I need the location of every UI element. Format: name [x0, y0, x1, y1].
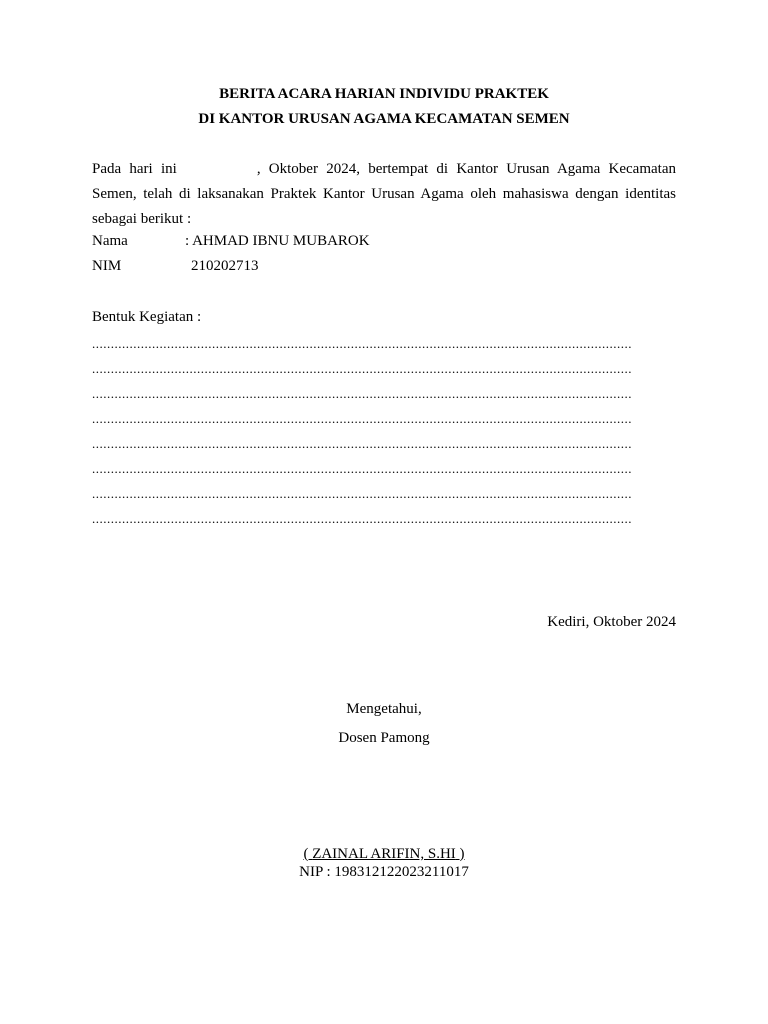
- activity-line: ................................................................................................................................................: [92, 361, 632, 376]
- name-field: [92, 233, 370, 250]
- signer-name-line: [0, 846, 768, 863]
- nim-label: NIM: [92, 258, 122, 274]
- name-label: Nama: [92, 233, 128, 249]
- document-title-line1: BERITA ACARA HARIAN INDIVIDU PRAKTEK: [219, 86, 549, 102]
- activity-line: ................................................................................................................................................: [92, 486, 632, 501]
- signer-open-paren: (: [303, 846, 313, 862]
- activity-line: ................................................................................................................................................: [92, 461, 632, 476]
- acknowledged-label: Mengetahui,: [346, 701, 422, 717]
- nim-field: [92, 258, 259, 275]
- intro-line-1: [92, 157, 676, 182]
- activity-line: ................................................................................................................................................: [92, 411, 632, 426]
- activity-label: Bentuk Kegiatan :: [92, 309, 202, 325]
- signer-role: Dosen Pamong: [338, 730, 430, 746]
- activity-line: ................................................................................................................................................: [92, 386, 632, 401]
- document-title-line2: DI KANTOR URUSAN AGAMA KECAMATAN SEMEN: [198, 111, 570, 127]
- place-date: Kediri, Oktober 2024: [547, 614, 676, 630]
- intro-line-3: sebagai berikut :: [92, 211, 192, 227]
- intro-paragraph: [92, 157, 676, 232]
- name-value: : AHMAD IBNU MUBAROK: [185, 233, 370, 249]
- activity-line: ................................................................................................................................................: [92, 336, 632, 351]
- activity-line: ................................................................................................................................................: [92, 511, 632, 526]
- signer-name: ZAINAL ARIFIN, S.HI: [312, 846, 456, 862]
- activity-line: ................................................................................................................................................: [92, 436, 632, 451]
- signer-nip: NIP : 198312122023211017: [299, 864, 469, 880]
- nim-value: 210202713: [191, 258, 259, 274]
- signer-close-paren: ): [455, 846, 465, 862]
- intro-date-text: , Oktober 2024, bertempat di Kantor Urusan Agama Kecamatan: [256, 161, 676, 177]
- intro-line-2: Semen, telah di laksanakan Praktek Kantor Urusan Agama oleh mahasiswa dengan identitas: [92, 186, 676, 202]
- intro-day-label: Pada hari ini: [92, 161, 177, 177]
